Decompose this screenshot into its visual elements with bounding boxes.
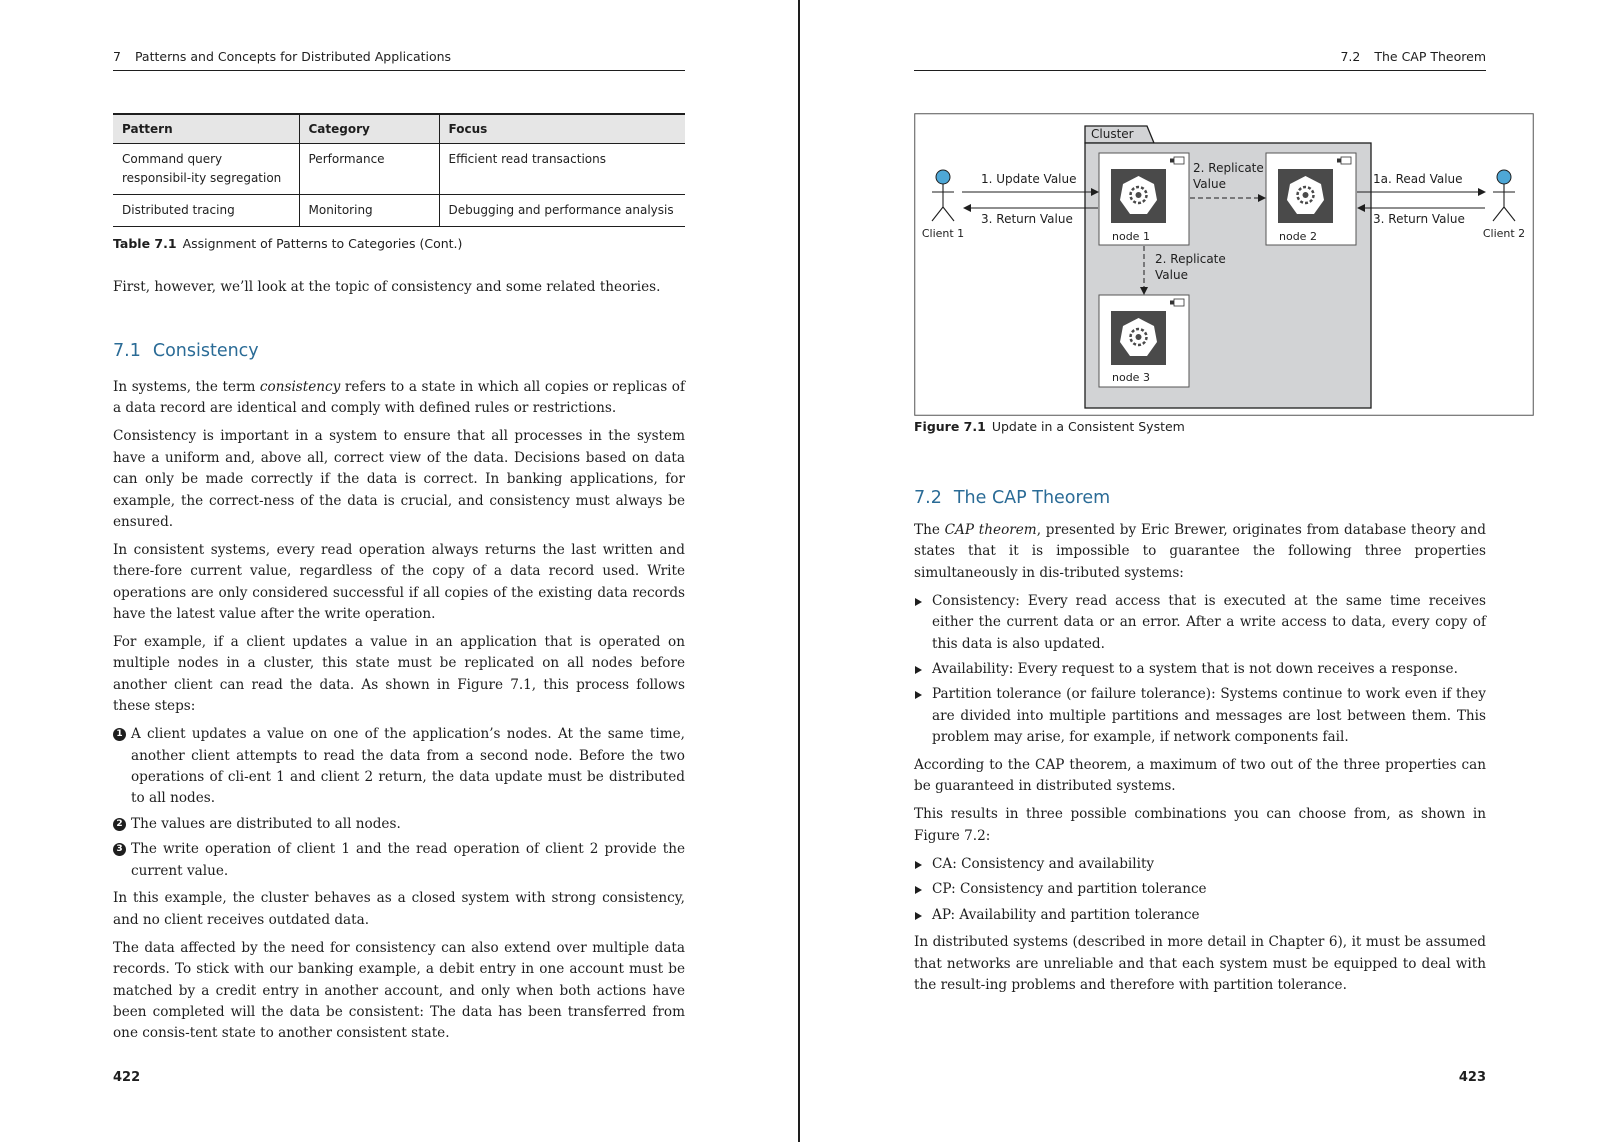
table-header: Pattern (113, 114, 299, 144)
step-text: The write operation of client 1 and the read operation of client 2 provide the current value. (131, 841, 685, 879)
right-page (914, 0, 1526, 1142)
section-number: 7.1 (113, 341, 141, 361)
list-item (113, 839, 685, 882)
step-marker-icon: 3 (113, 843, 126, 856)
patterns-table (113, 113, 685, 227)
read-value-label: 1a. Read Value (1373, 172, 1463, 186)
table-cell: Distributed tracing (113, 195, 299, 227)
properties-list (914, 591, 1486, 749)
table-caption-text: Assignment of Patterns to Categories (Cont.) (182, 236, 463, 251)
return-value-right-label: 3. Return Value (1373, 212, 1465, 226)
running-head (113, 48, 685, 71)
component-icon-notch (1170, 159, 1174, 163)
cap-body (914, 520, 1486, 1003)
chapter-title: Patterns and Concepts for Distributed Applications (134, 49, 452, 64)
list-item: CP: Consistency and partition tolerance (914, 879, 1486, 900)
page-number: 423 (1458, 1070, 1486, 1085)
step-marker-icon: 1 (113, 728, 126, 741)
table-cell: Command query responsibil-ity segregation (113, 144, 299, 195)
replicate-label-line1: 2. Replicate (1155, 252, 1226, 266)
text-run: , presented by Eric Brewer, originates from database theory and states that it is impossible to guarantee the following three properties simultaneously in dis-tributed systems: (914, 522, 1486, 581)
replicate-label-line2: Value (1193, 177, 1226, 191)
section-number: 7.2 (914, 488, 942, 508)
section-title: Consistency (152, 341, 259, 361)
step-text: A client updates a value on one of the application’s nodes. At the same time, another client attempts to read the data from a second node. Before the two operations of cli-ent 1 and client 2 return, the data update must be distributed to all nodes. (131, 726, 685, 807)
section-number: 7.2 (1340, 49, 1361, 64)
paragraph (914, 520, 1486, 584)
component-icon (1341, 157, 1351, 164)
figure-svg (914, 113, 1534, 416)
node2-label: node 2 (1279, 230, 1317, 243)
figure-caption-text: Update in a Consistent System (991, 419, 1185, 434)
cluster-label: Cluster (1091, 127, 1134, 141)
paragraph: The data affected by the need for consistency can also extend over multiple data records. To stick with our banking example, a debit entry in one account must be matched by a credit entry in another account, and only when both actions have been completed will the data be consistent: The data has been transferred from one consis-tent state to another consistent state. (113, 939, 685, 1042)
cluster-figure (914, 113, 1534, 416)
return-value-left-label: 3. Return Value (981, 212, 1073, 226)
section-heading (914, 488, 1110, 508)
component-icon-notch (1170, 301, 1174, 305)
paragraph: For example, if a client updates a value in an application that is operated on multiple nodes in a cluster, this state must be replicated on all nodes before another client can read the data. As shown in Figure 7.1, this process follows these steps: (113, 633, 685, 715)
paragraph: According to the CAP theorem, a maximum of two out of the three properties can be guaranteed in distributed systems. (914, 757, 1486, 795)
table-header: Category (299, 114, 439, 144)
paragraph: In distributed systems (described in more detail in Chapter 6), it must be assumed that networks are unreliable and that each system must be equipped to deal with the result-ing problems and therefore with partition tolerance. (914, 934, 1486, 994)
running-head (914, 48, 1486, 71)
replicate-label-line1: 2. Replicate (1193, 161, 1264, 175)
figure-caption (914, 418, 1185, 436)
list-item: AP: Availability and partition tolerance (914, 905, 1486, 926)
text-run: refers to a state in which all copies or replicas of a data record are identical and comply with defined rules or restrictions. (113, 379, 685, 417)
component-icon (1174, 157, 1184, 164)
table-row (113, 144, 685, 195)
client1-label: Client 1 (921, 227, 965, 240)
list-item: Consistency: Every read access that is executed at the same time receives either the current data or an error. After a write access to data, every copy of this data is also updated. (914, 591, 1486, 655)
component-icon (1174, 299, 1184, 306)
paragraph: In this example, the cluster behaves as a closed system with strong consistency, and no client receives outdated data. (113, 890, 685, 928)
paragraph: In consistent systems, every read operation always returns the last written and there-fore current value, regardless of the copy of a data record used. Write operations are only considered successful if all copies of the existing data records have the latest value after the write operation. (113, 541, 685, 623)
list-item: Partition tolerance (or failure tolerance): Systems continue to work even if they are divided into multiple partitions and messages are lost between them. This problem may arise, for example, if network components fail. (914, 684, 1486, 748)
page-number: 422 (113, 1070, 141, 1085)
table-row (113, 195, 685, 227)
step-marker-icon: 2 (113, 818, 126, 831)
paragraph: This results in three possible combinations you can choose from, as shown in Figure 7.2: (914, 806, 1486, 844)
client2-label: Client 2 (1482, 227, 1526, 240)
section-title: The CAP Theorem (953, 488, 1111, 508)
list-item (113, 724, 685, 810)
node1-label: node 1 (1112, 230, 1150, 243)
replicate-label-line2: Value (1155, 268, 1188, 282)
table-cell: Debugging and performance analysis (439, 195, 685, 227)
combinations-list (914, 854, 1486, 926)
emphasis: consistency (259, 379, 341, 395)
intro-text: First, however, we’ll look at the topic of consistency and some related theories. (113, 279, 661, 295)
table-cell: Performance (299, 144, 439, 195)
paragraph (113, 377, 685, 420)
left-page (113, 0, 685, 1142)
section-heading (113, 341, 259, 361)
steps-list (113, 724, 685, 882)
table-caption (113, 235, 462, 253)
step-text: The values are distributed to all nodes. (131, 815, 401, 832)
emphasis: CAP theorem (944, 522, 1037, 538)
list-item (113, 814, 685, 835)
book-spine (798, 0, 800, 1142)
table-cell: Monitoring (299, 195, 439, 227)
consistency-body (113, 377, 685, 1051)
component-icon-notch (1337, 159, 1341, 163)
text-run: The (914, 522, 945, 538)
list-item: Availability: Every request to a system that is not down receives a response. (914, 659, 1486, 680)
node3-label: node 3 (1112, 371, 1150, 384)
text-run: In systems, the term (113, 379, 260, 395)
intro-paragraph (113, 277, 685, 305)
figure-caption-label: Figure 7.1 (914, 419, 986, 434)
chapter-number: 7 (113, 49, 121, 64)
table-cell: Efficient read transactions (439, 144, 685, 195)
paragraph: Consistency is important in a system to ensure that all processes in the system have a uniform and, above all, correct view of the data. Decisions based on data can only be made correctly if the data is correct. In banking applications, for example, the correct-ness of the data is crucial, and consistency must always be ensured. (113, 428, 685, 530)
section-title: The CAP Theorem (1374, 49, 1486, 64)
list-item: CA: Consistency and availability (914, 854, 1486, 875)
table-header: Focus (439, 114, 685, 144)
table-caption-label: Table 7.1 (113, 236, 177, 251)
update-value-label: 1. Update Value (981, 172, 1077, 186)
